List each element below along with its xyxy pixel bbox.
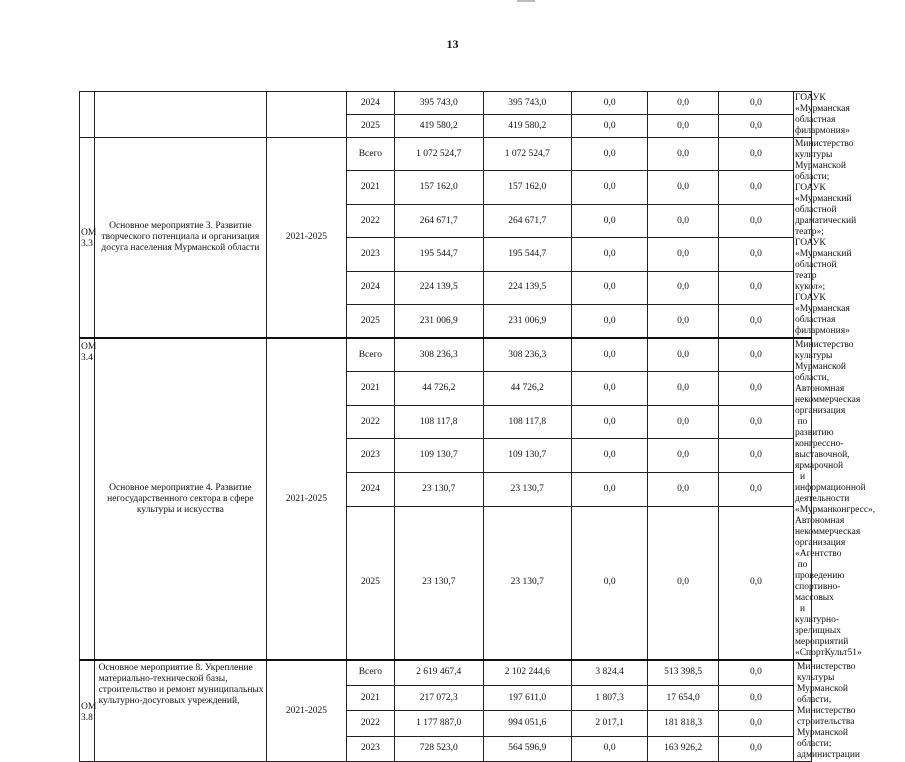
mb-cell: 0,0 [648, 506, 719, 660]
rb-cell: 0,0 [572, 271, 648, 304]
year-cell: 2022 [346, 711, 394, 736]
year-cell: 2024 [346, 473, 394, 507]
fb-cell: 395 743,0 [483, 92, 572, 115]
vb-cell: 0,0 [718, 171, 793, 204]
vb-cell: 0,0 [718, 405, 793, 439]
rb-cell: 0,0 [572, 506, 648, 660]
mb-cell: 0,0 [648, 271, 719, 304]
year-cell: 2024 [346, 92, 394, 115]
period-cell [267, 92, 347, 138]
year-cell: 2021 [346, 171, 394, 204]
vb-cell: 0,0 [718, 372, 793, 406]
fb-cell: 197 611,0 [483, 685, 572, 710]
mb-cell: 0,0 [648, 171, 719, 204]
rb-cell: 3 824,4 [572, 660, 648, 685]
fb-cell: 44 726,2 [483, 372, 572, 406]
fb-cell: 195 544,7 [483, 238, 572, 271]
vb-cell: 0,0 [718, 439, 793, 473]
vb-cell: 0,0 [718, 115, 793, 138]
rb-cell: 1 807,3 [572, 685, 648, 710]
rb-cell: 2 017,1 [572, 711, 648, 736]
rb-cell: 0,0 [572, 238, 648, 271]
vb-cell: 0,0 [718, 204, 793, 237]
total-cell: 1 072 524,7 [394, 138, 483, 171]
fb-cell: 308 236,3 [483, 338, 572, 372]
total-cell: 217 072,3 [394, 685, 483, 710]
year-cell: 2022 [346, 204, 394, 237]
table-row [80, 138, 812, 171]
total-cell: 1 177 887,0 [394, 711, 483, 736]
total-cell: 395 743,0 [394, 92, 483, 115]
mb-cell: 0,0 [648, 305, 719, 338]
vb-cell: 0,0 [718, 660, 793, 685]
fb-cell: 231 006,9 [483, 305, 572, 338]
vb-cell: 0,0 [718, 238, 793, 271]
fb-cell: 994 051,6 [483, 711, 572, 736]
fb-cell: 224 139,5 [483, 271, 572, 304]
period-cell: 2021-2025 [267, 338, 347, 660]
total-cell: 264 671,7 [394, 204, 483, 237]
year-cell: 2023 [346, 439, 394, 473]
year-cell: 2025 [346, 506, 394, 660]
total-cell: 224 139,5 [394, 271, 483, 304]
code-cell: ОМ 3.8 [80, 660, 95, 762]
total-cell: 2 619 467,4 [394, 660, 483, 685]
total-cell: 728 523,0 [394, 736, 483, 761]
total-cell: 108 117,8 [394, 405, 483, 439]
rb-cell: 0,0 [572, 204, 648, 237]
table-row [80, 660, 812, 685]
total-cell: 109 130,7 [394, 439, 483, 473]
rb-cell: 0,0 [572, 305, 648, 338]
mb-cell: 0,0 [648, 238, 719, 271]
mb-cell: 0,0 [648, 439, 719, 473]
mb-cell: 0,0 [648, 115, 719, 138]
vb-cell: 0,0 [718, 305, 793, 338]
code-cell [80, 92, 95, 138]
total-cell: 308 236,3 [394, 338, 483, 372]
rb-cell: 0,0 [572, 115, 648, 138]
vb-cell: 0,0 [718, 92, 793, 115]
mb-cell: 0,0 [648, 92, 719, 115]
year-cell: 2021 [346, 685, 394, 710]
mb-cell: 513 398,5 [648, 660, 719, 685]
rb-cell: 0,0 [572, 405, 648, 439]
year-cell: 2023 [346, 238, 394, 271]
description-cell: Основное мероприятие 4. Развитие негосударственного сектора в сфере культуры и искусства [94, 338, 267, 660]
mb-cell: 0,0 [648, 473, 719, 507]
fb-cell: 564 596,9 [483, 736, 572, 761]
scan-mark [517, 0, 535, 2]
table-row [80, 338, 812, 372]
total-cell: 23 130,7 [394, 473, 483, 507]
executor-cell: Министерство культуры Мурманской области; ГОАУК «Мурманский областной драматический театр»; ГОАУК «Мурманский областной театр кукол»; ГОАУК «Мурманская областная филармония» [794, 139, 857, 336]
vb-cell: 0,0 [718, 506, 793, 660]
fb-cell: 1 072 524,7 [483, 138, 572, 171]
year-cell: Всего [346, 138, 394, 171]
executor-cell: Министерство культуры Мурманской области, Автономная некоммерческая организация по развитию конгрессно-выставочной, ярмарочной и информационной деятельности «Мурманконгресс», Автономная некоммерческая организация «Агентство по проведению спортивно-массовых и культурно-зрелищных мероприятий «СпортКульт51» [794, 340, 876, 658]
page-number: 13 [446, 37, 459, 51]
fb-cell: 23 130,7 [483, 506, 572, 660]
total-cell: 231 006,9 [394, 305, 483, 338]
vb-cell: 0,0 [718, 138, 793, 171]
executor-cell: ГОАУК «Мурманская областная филармония» [794, 93, 850, 136]
year-cell: 2024 [346, 271, 394, 304]
mb-cell: 0,0 [648, 138, 719, 171]
total-cell: 23 130,7 [394, 506, 483, 660]
table-row [80, 92, 812, 115]
mb-cell: 181 818,3 [648, 711, 719, 736]
rb-cell: 0,0 [572, 439, 648, 473]
rb-cell: 0,0 [572, 338, 648, 372]
rb-cell: 0,0 [572, 138, 648, 171]
fb-cell: 2 102 244,6 [483, 660, 572, 685]
rb-cell: 0,0 [572, 92, 648, 115]
description-cell [94, 92, 267, 138]
vb-cell: 0,0 [718, 736, 793, 761]
total-cell: 419 580,2 [394, 115, 483, 138]
vb-cell: 0,0 [718, 271, 793, 304]
year-cell: 2023 [346, 736, 394, 761]
fb-cell: 264 671,7 [483, 204, 572, 237]
fb-cell: 157 162,0 [483, 171, 572, 204]
fb-cell: 23 130,7 [483, 473, 572, 507]
mb-cell: 0,0 [648, 338, 719, 372]
description-cell: Основное мероприятие 3. Развитие творческого потенциала и организация досуга населения Мурманской области [94, 138, 267, 339]
total-cell: 44 726,2 [394, 372, 483, 406]
rb-cell: 0,0 [572, 473, 648, 507]
rb-cell: 0,0 [572, 736, 648, 761]
total-cell: 157 162,0 [394, 171, 483, 204]
mb-cell: 17 654,0 [648, 685, 719, 710]
vb-cell: 0,0 [718, 473, 793, 507]
total-cell: 195 544,7 [394, 238, 483, 271]
budget-table [79, 91, 876, 762]
vb-cell: 0,0 [718, 338, 793, 372]
code-cell: ОМ 3.3 [80, 138, 95, 339]
description-cell: Основное мероприятие 8. Укрепление материально-технической базы, строительство и ремонт муниципальных культурно-досуговых учреждений, [94, 660, 267, 762]
vb-cell: 0,0 [718, 685, 793, 710]
executor-cell: Министерство культуры Мурманской области, Министерство строительства Мурманской области; администрации [793, 660, 811, 762]
period-cell: 2021-2025 [267, 138, 347, 339]
year-cell: 2025 [346, 115, 394, 138]
period-cell: 2021-2025 [267, 660, 347, 762]
year-cell: Всего [346, 660, 394, 685]
year-cell: Всего [346, 338, 394, 372]
year-cell: 2025 [346, 305, 394, 338]
year-cell: 2021 [346, 372, 394, 406]
mb-cell: 0,0 [648, 405, 719, 439]
rb-cell: 0,0 [572, 372, 648, 406]
fb-cell: 108 117,8 [483, 405, 572, 439]
mb-cell: 163 926,2 [648, 736, 719, 761]
fb-cell: 419 580,2 [483, 115, 572, 138]
vb-cell: 0,0 [718, 711, 793, 736]
mb-cell: 0,0 [648, 372, 719, 406]
rb-cell: 0,0 [572, 171, 648, 204]
code-cell: ОМ 3.4 [80, 338, 95, 660]
mb-cell: 0,0 [648, 204, 719, 237]
year-cell: 2022 [346, 405, 394, 439]
fb-cell: 109 130,7 [483, 439, 572, 473]
